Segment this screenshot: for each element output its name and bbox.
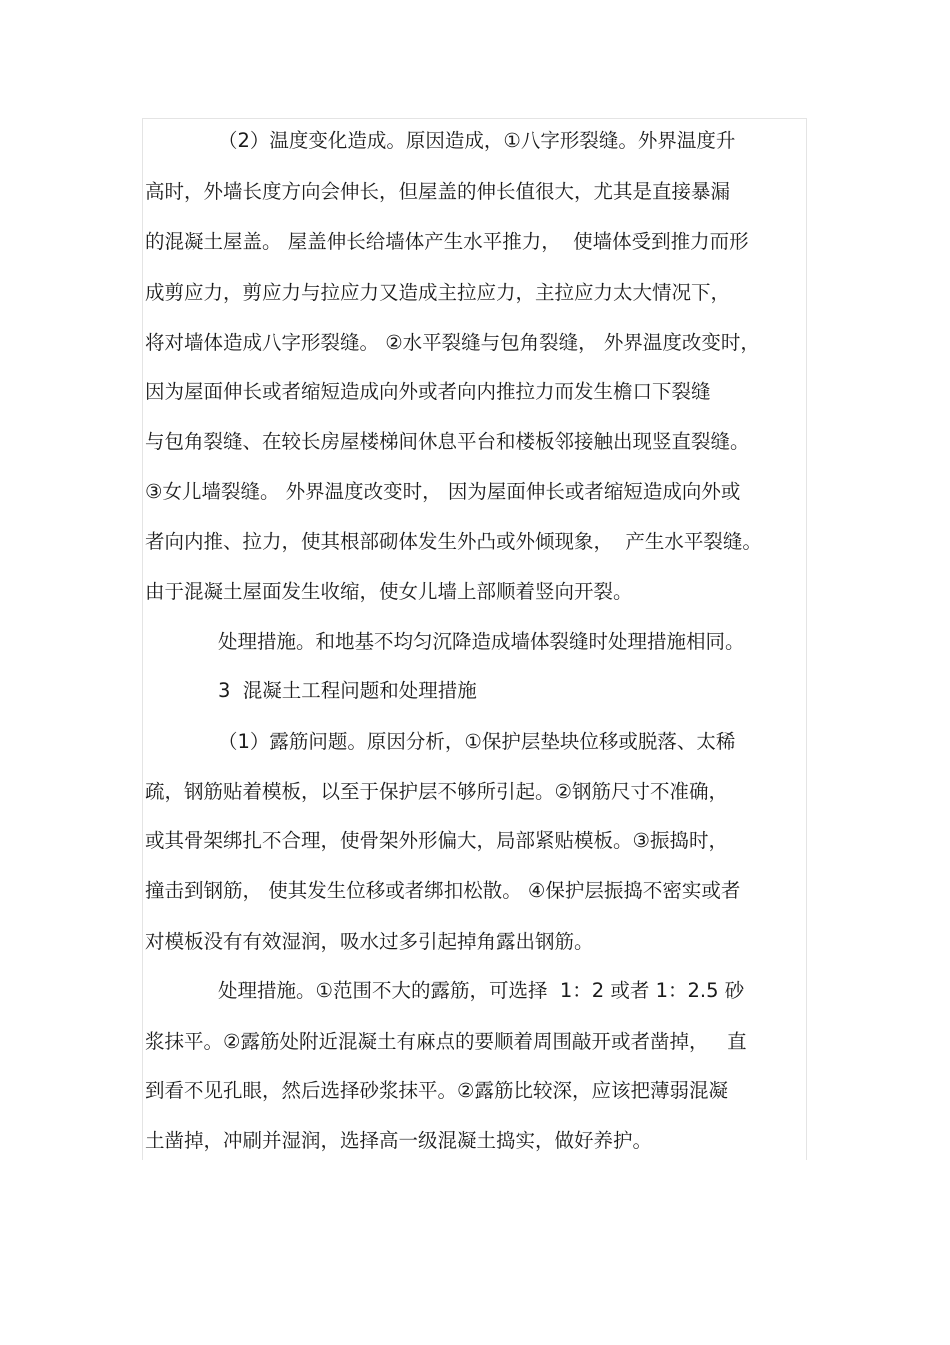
text-line: （1）露筋问题。原因分析，①保护层垫块位移或脱落、太稀 (218, 730, 736, 753)
section-heading: 3 混凝土工程问题和处理措施 (218, 679, 477, 702)
text-line: 者向内推、拉力，使其根部砌体发生外凸或外倾现象， 产生水平裂缝。 (145, 530, 762, 553)
text-line: 对模板没有有效湿润，吸水过多引起掉角露出钢筋。 (145, 930, 594, 953)
text-line: 的混凝土屋盖。 屋盖伸长给墙体产生水平推力， 使墙体受到推力而形 (145, 230, 749, 253)
text-line: 撞击到钢筋， 使其发生位移或者绑扣松散。 ④保护层振捣不密实或者 (145, 879, 741, 902)
text-line: ③女儿墙裂缝。 外界温度改变时， 因为屋面伸长或者缩短造成向外或 (145, 480, 741, 503)
text-line: 到看不见孔眼，然后选择砂浆抹平。②露筋比较深，应该把薄弱混凝 (145, 1079, 728, 1102)
text-line: 处理措施。和地基不均匀沉降造成墙体裂缝时处理措施相同。 (218, 630, 745, 653)
text-line: 高时，外墙长度方向会伸长，但屋盖的伸长值很大，尤其是直接暴漏 (145, 180, 731, 203)
text-line: 将对墙体造成八字形裂缝。 ②水平裂缝与包角裂缝， 外界温度改变时， (145, 331, 760, 354)
text-line: 土凿掉，冲刷并湿润，选择高一级混凝土捣实，做好养护。 (145, 1129, 653, 1152)
text-line: 或其骨架绑扎不合理，使骨架外形偏大，局部紧贴模板。③振捣时， (145, 829, 728, 852)
text-line: 与包角裂缝、在较长房屋楼梯间休息平台和楼板邻接触出现竖直裂缝。 (145, 430, 750, 453)
text-line: 疏，钢筋贴着模板，以至于保护层不够所引起。②钢筋尺寸不准确， (145, 780, 728, 803)
text-line: 浆抹平。②露筋处附近混凝土有麻点的要顺着周围敲开或者凿掉， 直 (145, 1030, 747, 1053)
text-line: （2）温度变化造成。原因造成，①八字形裂缝。外界温度升 (218, 129, 736, 152)
text-line: 处理措施。①范围不大的露筋，可选择 1：2 或者 1：2.5 砂 (218, 979, 745, 1002)
text-line: 因为屋面伸长或者缩短造成向外或者向内推拉力而发生檐口下裂缝 (145, 380, 711, 403)
text-line: 成剪应力，剪应力与拉应力又造成主拉应力，主拉应力太大情况下， (145, 281, 731, 304)
text-line: 由于混凝土屋面发生收缩，使女儿墙上部顺着竖向开裂。 (145, 580, 633, 603)
